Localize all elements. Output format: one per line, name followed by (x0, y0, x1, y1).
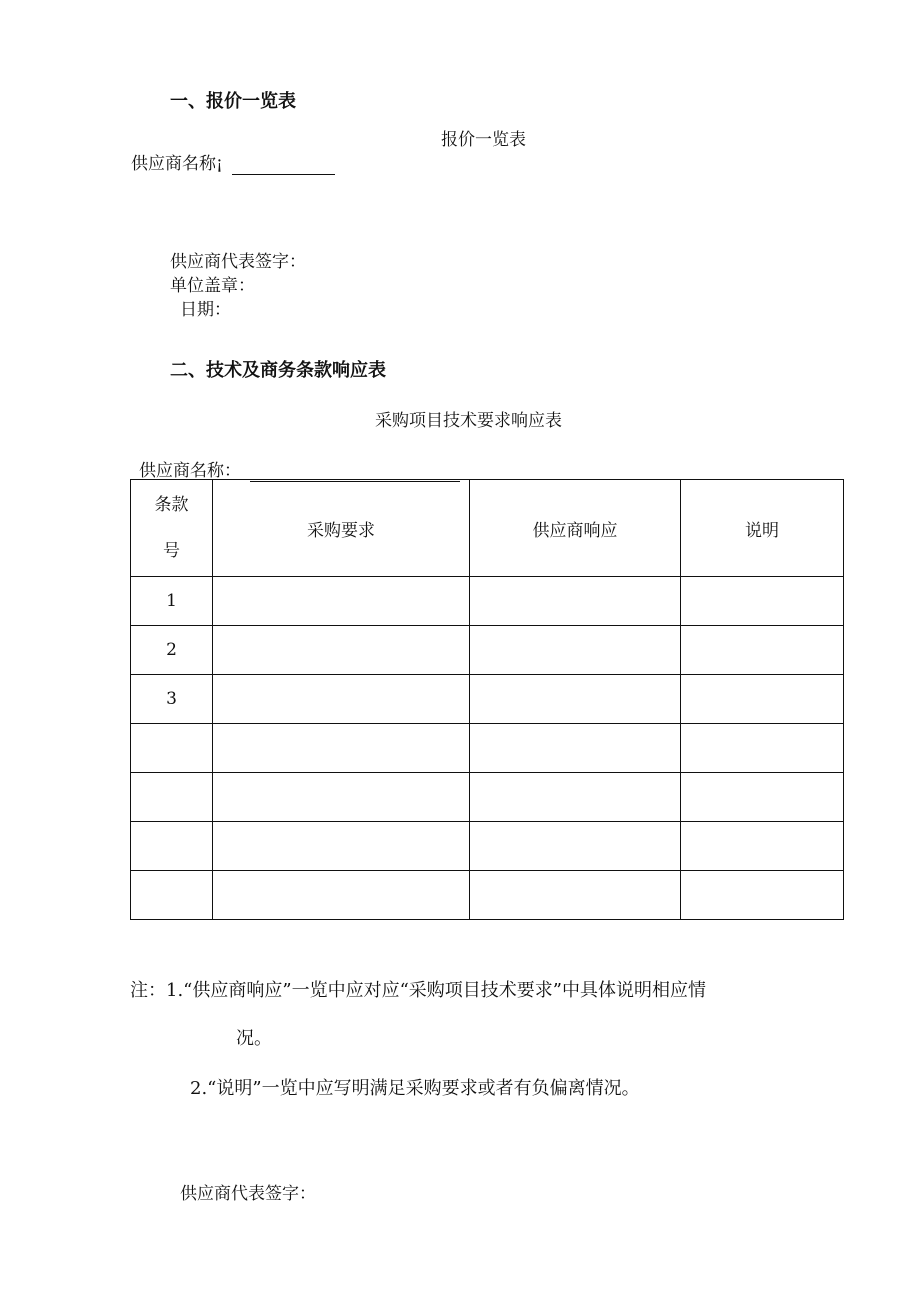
section1-date: 日期： (180, 300, 231, 320)
table-row (131, 773, 844, 822)
note-1: 注：1.“供应商响应”一览中应对应“采购项目技术要求”中具体说明相应情 (130, 980, 706, 1001)
table-header-row (131, 480, 844, 577)
section2-table-title: 采购项目技术要求响应表 (375, 411, 562, 431)
cell-no (131, 871, 213, 920)
table-row (131, 724, 844, 773)
cell-requirement[interactable] (213, 822, 470, 871)
cell-requirement[interactable] (213, 626, 470, 675)
note-2: 2.“说明”一览中应写明满足采购要求或者有负偏离情况。 (190, 1078, 640, 1099)
cell-remark[interactable] (681, 724, 844, 773)
cell-requirement[interactable] (213, 724, 470, 773)
cell-requirement[interactable] (213, 675, 470, 724)
cell-response[interactable] (470, 871, 681, 920)
cell-no (131, 724, 213, 773)
section1-table-title: 报价一览表 (441, 130, 526, 150)
cell-response[interactable] (470, 626, 681, 675)
header-remark: 说明 (681, 480, 844, 577)
table-row (131, 626, 844, 675)
cell-remark[interactable] (681, 577, 844, 626)
cell-no: 3 (131, 675, 213, 724)
supplier-name-separator: ¡ (216, 154, 223, 174)
cell-no: 1 (131, 577, 213, 626)
cell-remark[interactable] (681, 773, 844, 822)
cell-response[interactable] (470, 577, 681, 626)
section1-supplier-name (131, 149, 335, 175)
section1-rep-signature: 供应商代表签字： (170, 252, 306, 272)
footer-rep-signature: 供应商代表签字： (180, 1184, 316, 1204)
cell-remark[interactable] (681, 675, 844, 724)
table-row (131, 577, 844, 626)
cell-remark[interactable] (681, 626, 844, 675)
supplier-name-label: 供应商名称： (139, 461, 241, 481)
section2-heading: 二、技术及商务条款响应表 (170, 360, 386, 381)
cell-remark[interactable] (681, 822, 844, 871)
cell-response[interactable] (470, 822, 681, 871)
section1-heading: 一、报价一览表 (170, 91, 296, 112)
header-clause-no: 条款 号 (131, 480, 213, 577)
header-response: 供应商响应 (470, 480, 681, 577)
response-table (130, 479, 844, 920)
table-row (131, 871, 844, 920)
cell-no (131, 773, 213, 822)
supplier-name-blank[interactable] (232, 154, 335, 175)
cell-response[interactable] (470, 773, 681, 822)
cell-response[interactable] (470, 675, 681, 724)
table-row (131, 822, 844, 871)
section1-seal: 单位盖章： (170, 276, 255, 296)
note-1-continued: 况。 (236, 1028, 272, 1049)
cell-no (131, 822, 213, 871)
table-row (131, 675, 844, 724)
cell-requirement[interactable] (213, 773, 470, 822)
cell-response[interactable] (470, 724, 681, 773)
cell-requirement[interactable] (213, 871, 470, 920)
supplier-name-label: 供应商名称 (131, 154, 216, 174)
cell-no: 2 (131, 626, 213, 675)
cell-requirement[interactable] (213, 577, 470, 626)
header-requirement: 采购要求 (213, 480, 470, 577)
cell-remark[interactable] (681, 871, 844, 920)
